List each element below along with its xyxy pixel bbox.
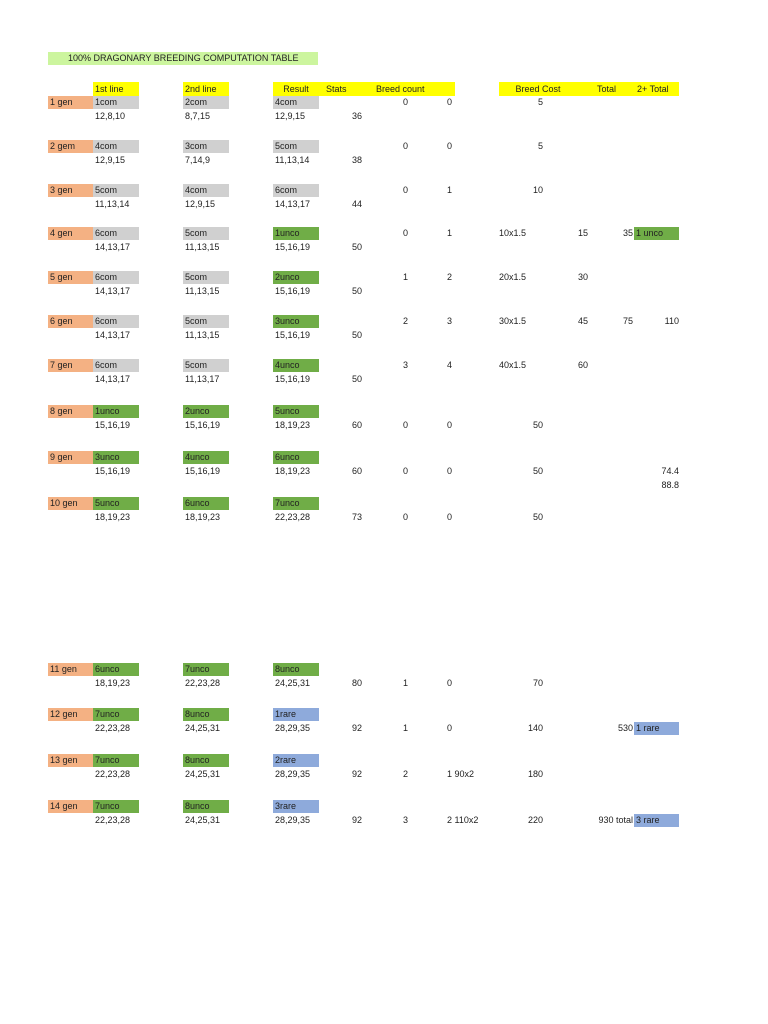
second-line-stats: 11,13,15 bbox=[185, 242, 220, 252]
result-badge bbox=[634, 184, 679, 197]
result-stats: 22,23,28 bbox=[275, 512, 311, 522]
result-stats: 28,29,35 bbox=[275, 815, 311, 825]
result-stats: 28,29,35 bbox=[275, 769, 311, 779]
second-line-stats: 24,25,31 bbox=[185, 815, 221, 825]
first-line-dragon: 1com bbox=[93, 96, 139, 109]
count-value: 1 90x2 bbox=[447, 769, 475, 779]
first-line-stats: 14,13,17 bbox=[95, 374, 131, 384]
result-badge: 1 rare bbox=[634, 722, 679, 735]
result-stats: 11,13,14 bbox=[275, 155, 310, 165]
total-value: 15 bbox=[578, 228, 589, 238]
result-stats: 15,16,19 bbox=[275, 374, 311, 384]
breed-value: 1 bbox=[402, 272, 408, 282]
breed-value: 0 bbox=[402, 185, 408, 195]
result-dragon: 1rare bbox=[273, 708, 319, 721]
two-plus-total bbox=[580, 465, 633, 478]
generation-label: 10 gen bbox=[48, 497, 93, 510]
second-line-stats: 22,23,28 bbox=[185, 678, 221, 688]
header-1st-line: 1st line bbox=[93, 82, 139, 96]
first-line-dragon: 5com bbox=[93, 184, 139, 197]
first-line-stats: 12,9,15 bbox=[95, 155, 126, 165]
two-plus-total bbox=[580, 96, 633, 109]
stats-total: 80 bbox=[351, 678, 362, 688]
second-line-dragon: 7unco bbox=[183, 663, 229, 676]
count-value: 3 bbox=[447, 316, 453, 326]
second-line-dragon: 2unco bbox=[183, 405, 229, 418]
two-plus-total bbox=[580, 184, 633, 197]
second-line-dragon: 8unco bbox=[183, 800, 229, 813]
breed-cost: 10 bbox=[532, 185, 543, 195]
breed-value: 0 bbox=[402, 420, 408, 430]
stats-total: 50 bbox=[351, 374, 362, 384]
first-line-stats: 14,13,17 bbox=[95, 330, 131, 340]
first-line-dragon: 7unco bbox=[93, 800, 139, 813]
two-plus-total bbox=[580, 271, 633, 284]
stats-total: 36 bbox=[351, 111, 362, 121]
result-dragon: 5unco bbox=[273, 405, 319, 418]
first-line-dragon: 3unco bbox=[93, 451, 139, 464]
stats-total: 38 bbox=[351, 155, 362, 165]
count-value: 2 bbox=[447, 272, 453, 282]
table-title: 100% DRAGONARY BREEDING COMPUTATION TABLE bbox=[48, 52, 318, 65]
breed-cost bbox=[500, 315, 543, 328]
count-value: 0 bbox=[447, 420, 453, 430]
stats-total: 92 bbox=[351, 769, 362, 779]
generation-label: 2 gem bbox=[48, 140, 93, 153]
two-plus-total: 75 bbox=[622, 316, 633, 326]
result-stats: 28,29,35 bbox=[275, 723, 311, 733]
result-badge: 3 rare bbox=[634, 814, 679, 827]
second-line-dragon: 5com bbox=[183, 315, 229, 328]
first-line-stats: 22,23,28 bbox=[95, 723, 131, 733]
count-value: 0 bbox=[447, 97, 453, 107]
result-dragon: 8unco bbox=[273, 663, 319, 676]
second-line-stats: 11,13,15 bbox=[185, 330, 220, 340]
count-value: 0 bbox=[447, 141, 453, 151]
result-dragon: 4com bbox=[273, 96, 319, 109]
breed-value: 1 bbox=[402, 678, 408, 688]
result-dragon: 2unco bbox=[273, 271, 319, 284]
result-stats: 18,19,23 bbox=[275, 466, 311, 476]
second-line-dragon: 4com bbox=[183, 184, 229, 197]
second-line-stats: 24,25,31 bbox=[185, 769, 221, 779]
header-breed-cost: Breed Cost bbox=[515, 84, 561, 94]
first-line-dragon: 7unco bbox=[93, 708, 139, 721]
count-value: 1 bbox=[447, 228, 453, 238]
second-line-stats: 8,7,15 bbox=[185, 111, 211, 121]
generation-label: 4 gen bbox=[48, 227, 93, 240]
header-result: Result bbox=[283, 84, 309, 94]
result-stats: 12,9,15 bbox=[275, 111, 306, 121]
stats-total: 60 bbox=[351, 420, 362, 430]
breed-value: 3 bbox=[402, 360, 408, 370]
result-dragon: 2rare bbox=[273, 754, 319, 767]
stats-total: 73 bbox=[351, 512, 362, 522]
result-badge bbox=[634, 271, 679, 284]
result-dragon: 6com bbox=[273, 184, 319, 197]
result-dragon: 3rare bbox=[273, 800, 319, 813]
stats-total: 60 bbox=[351, 466, 362, 476]
breed-cost bbox=[500, 271, 543, 284]
count-value: 0 bbox=[447, 512, 453, 522]
count-value: 4 bbox=[447, 360, 453, 370]
result-stats: 14,13,17 bbox=[275, 199, 311, 209]
generation-label: 14 gen bbox=[48, 800, 93, 813]
total-value: 60 bbox=[578, 360, 589, 370]
two-plus-total bbox=[580, 140, 633, 153]
two-plus-total bbox=[580, 419, 633, 432]
second-line-dragon: 8unco bbox=[183, 708, 229, 721]
two-plus-total bbox=[580, 359, 633, 372]
breed-value: 2 bbox=[402, 769, 408, 779]
generation-label: 9 gen bbox=[48, 451, 93, 464]
result-dragon: 6unco bbox=[273, 451, 319, 464]
generation-label: 1 gen bbox=[48, 96, 93, 109]
second-line-stats: 24,25,31 bbox=[185, 723, 221, 733]
breed-cost: 140 bbox=[527, 723, 543, 733]
result-badge bbox=[634, 419, 679, 432]
generation-label: 6 gen bbox=[48, 315, 93, 328]
first-line-dragon: 7unco bbox=[93, 754, 139, 767]
breed-value: 0 bbox=[402, 512, 408, 522]
result-stats: 15,16,19 bbox=[275, 286, 311, 296]
count-value: 0 bbox=[447, 678, 453, 688]
second-line-dragon: 3com bbox=[183, 140, 229, 153]
second-line-stats: 11,13,15 bbox=[185, 286, 220, 296]
result-dragon: 5com bbox=[273, 140, 319, 153]
second-line-dragon: 5com bbox=[183, 359, 229, 372]
result-badge bbox=[634, 768, 679, 781]
first-line-dragon: 6com bbox=[93, 315, 139, 328]
generation-label: 5 gen bbox=[48, 271, 93, 284]
second-line-stats: 11,13,17 bbox=[185, 374, 220, 384]
breed-value: 0 bbox=[402, 466, 408, 476]
result-badge bbox=[634, 511, 679, 524]
result-badge bbox=[634, 96, 679, 109]
count-value: 0 bbox=[447, 723, 453, 733]
breed-value: 1 bbox=[402, 723, 408, 733]
breed-value: 3 bbox=[402, 815, 408, 825]
first-line-stats: 11,13,14 bbox=[95, 199, 130, 209]
result-badge bbox=[634, 140, 679, 153]
second-line-stats: 15,16,19 bbox=[185, 466, 221, 476]
first-line-dragon: 6com bbox=[93, 271, 139, 284]
first-line-dragon: 6com bbox=[93, 227, 139, 240]
breed-formula: 40x1.5 bbox=[499, 360, 527, 370]
result-dragon: 4unco bbox=[273, 359, 319, 372]
first-line-stats: 18,19,23 bbox=[95, 512, 131, 522]
first-line-dragon: 6unco bbox=[93, 663, 139, 676]
count-value: 0 bbox=[447, 466, 453, 476]
second-line-dragon: 5com bbox=[183, 227, 229, 240]
two-plus-total bbox=[580, 677, 633, 690]
stats-total: 44 bbox=[351, 199, 362, 209]
total-value: 30 bbox=[578, 272, 589, 282]
first-line-dragon: 4com bbox=[93, 140, 139, 153]
result-badge: 110 bbox=[664, 316, 679, 326]
breed-cost: 5 bbox=[537, 97, 543, 107]
breed-cost: 70 bbox=[532, 678, 543, 688]
first-line-stats: 22,23,28 bbox=[95, 815, 131, 825]
first-line-stats: 22,23,28 bbox=[95, 769, 131, 779]
second-line-stats: 18,19,23 bbox=[185, 512, 221, 522]
second-line-dragon: 6unco bbox=[183, 497, 229, 510]
result-stats: 18,19,23 bbox=[275, 420, 311, 430]
result-badge: 74.4 bbox=[661, 466, 679, 476]
count-value: 1 bbox=[447, 185, 453, 195]
extra-value: 88.8 bbox=[661, 480, 679, 490]
breed-cost: 50 bbox=[532, 466, 543, 476]
stats-total: 92 bbox=[351, 815, 362, 825]
stats-total: 50 bbox=[351, 330, 362, 340]
generation-label: 8 gen bbox=[48, 405, 93, 418]
second-line-stats: 12,9,15 bbox=[185, 199, 216, 209]
breed-cost: 220 bbox=[527, 815, 543, 825]
first-line-stats: 18,19,23 bbox=[95, 678, 131, 688]
header-2plus-total: 2+ Total bbox=[637, 84, 669, 94]
second-line-dragon: 8unco bbox=[183, 754, 229, 767]
first-line-dragon: 1unco bbox=[93, 405, 139, 418]
result-badge bbox=[634, 677, 679, 690]
first-line-stats: 15,16,19 bbox=[95, 466, 131, 476]
result-stats: 15,16,19 bbox=[275, 330, 311, 340]
second-line-dragon: 2com bbox=[183, 96, 229, 109]
breed-cost: 180 bbox=[527, 769, 543, 779]
breed-formula: 20x1.5 bbox=[499, 272, 527, 282]
total-value: 45 bbox=[578, 316, 589, 326]
generation-label: 7 gen bbox=[48, 359, 93, 372]
breed-formula: 30x1.5 bbox=[499, 316, 527, 326]
result-dragon: 7unco bbox=[273, 497, 319, 510]
second-line-dragon: 4unco bbox=[183, 451, 229, 464]
generation-label: 13 gen bbox=[48, 754, 93, 767]
breed-value: 0 bbox=[402, 97, 408, 107]
breed-value: 2 bbox=[402, 316, 408, 326]
result-dragon: 3unco bbox=[273, 315, 319, 328]
header-breed-count: Breed count bbox=[376, 84, 425, 94]
breed-value: 0 bbox=[402, 228, 408, 238]
stats-total: 92 bbox=[351, 723, 362, 733]
second-line-stats: 7,14,9 bbox=[185, 155, 211, 165]
breed-value: 0 bbox=[402, 141, 408, 151]
first-line-dragon: 6com bbox=[93, 359, 139, 372]
breed-formula: 10x1.5 bbox=[499, 228, 527, 238]
breed-cost bbox=[500, 227, 543, 240]
two-plus-total: 930 total bbox=[598, 815, 633, 825]
breed-cost: 50 bbox=[532, 420, 543, 430]
count-value: 2 110x2 bbox=[447, 815, 479, 825]
two-plus-total bbox=[580, 511, 633, 524]
result-badge bbox=[634, 359, 679, 372]
generation-label: 3 gen bbox=[48, 184, 93, 197]
generation-label: 12 gen bbox=[48, 708, 93, 721]
first-line-stats: 14,13,17 bbox=[95, 286, 131, 296]
first-line-stats: 15,16,19 bbox=[95, 420, 131, 430]
two-plus-total: 530 bbox=[617, 723, 633, 733]
header-stats: Stats bbox=[326, 84, 347, 94]
stats-total: 50 bbox=[351, 242, 362, 252]
breed-cost: 50 bbox=[532, 512, 543, 522]
first-line-stats: 14,13,17 bbox=[95, 242, 131, 252]
breed-cost: 5 bbox=[537, 141, 543, 151]
result-badge: 1 unco bbox=[634, 227, 679, 240]
result-dragon: 1unco bbox=[273, 227, 319, 240]
generation-label: 11 gen bbox=[48, 663, 93, 676]
result-stats: 24,25,31 bbox=[275, 678, 311, 688]
header-total: Total bbox=[597, 84, 617, 94]
first-line-stats: 12,8,10 bbox=[95, 111, 126, 121]
breed-cost bbox=[500, 359, 543, 372]
two-plus-total bbox=[580, 768, 633, 781]
first-line-dragon: 5unco bbox=[93, 497, 139, 510]
second-line-stats: 15,16,19 bbox=[185, 420, 221, 430]
two-plus-total: 35 bbox=[622, 228, 633, 238]
second-line-dragon: 5com bbox=[183, 271, 229, 284]
header-2nd-line: 2nd line bbox=[183, 82, 229, 96]
stats-total: 50 bbox=[351, 286, 362, 296]
result-stats: 15,16,19 bbox=[275, 242, 311, 252]
